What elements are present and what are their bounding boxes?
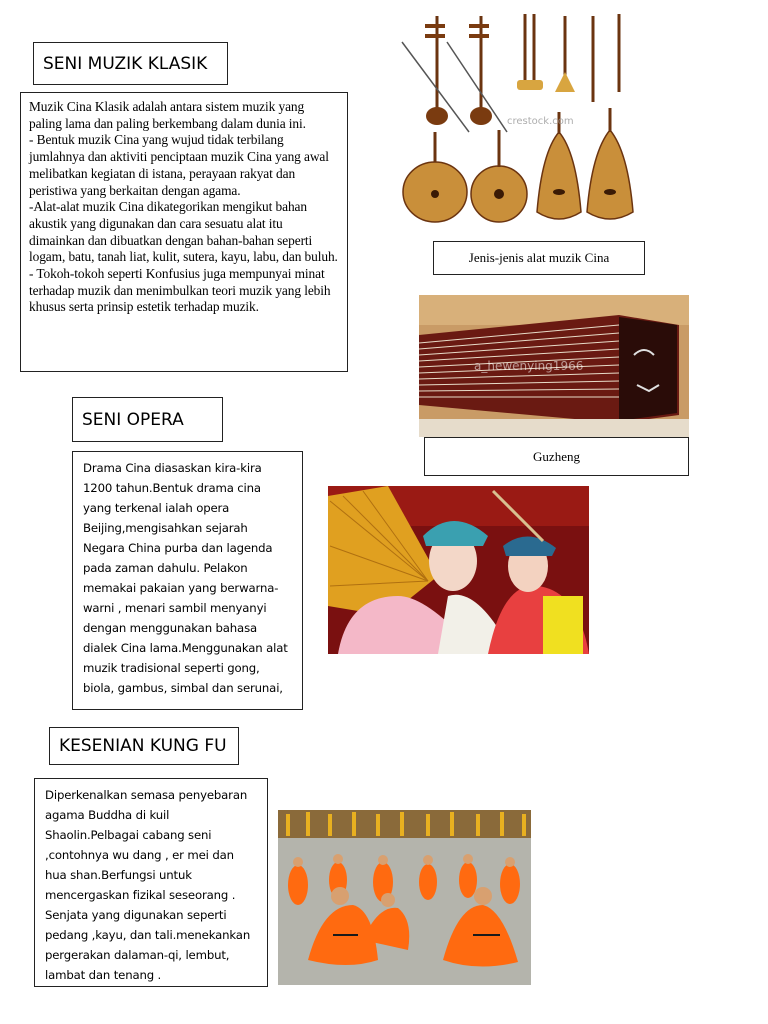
music-text-box — [20, 92, 348, 372]
opera-paragraph: Drama Cina diasaskan kira-kira 1200 tahun.Bentuk drama cina yang terkenal ialah opera Beijing,mengisahkan sejarah Negara China purba dan lagenda pada zaman dahulu. Pelakon memakai pakaian yang berwarna-warni , menari sambil menyanyi dengan menggunakan bahasa dialek Cina lama.Menggunakan alat muzik tradisional seperti gong, biola, gambus, simbal dan serunai, — [83, 461, 288, 695]
caption-guzheng — [424, 437, 689, 476]
opera-text-box — [72, 451, 303, 710]
guzheng-illustration — [419, 295, 689, 437]
guzheng-image — [419, 295, 689, 437]
kungfu-text-box — [34, 778, 268, 987]
music-paragraph: - Tokoh-tokoh seperti Konfusius juga mempunyai minat terhadap muzik dan menimbulkan teori muzik yang lebih khusus serta prinsip estetik terhadap muzik. — [29, 266, 331, 315]
kungfu-illustration — [278, 810, 531, 985]
caption-instruments — [433, 241, 645, 275]
music-paragraph: - Bentuk muzik Cina yang wujud tidak terbilang jumlahnya dan aktiviti penciptaan muzik Cina yang awal melibatkan kegiatan di istana, perayaan rakyat dan peristiwa yang berkaitan dengan agama. — [29, 132, 329, 198]
opera-illustration — [328, 486, 589, 654]
caption-text: Jenis-jenis alat muzik Cina — [468, 250, 610, 265]
music-paragraph: Muzik Cina Klasik adalah antara sistem muzik yang paling lama dan paling berkembang dalam dunia ini. — [29, 99, 306, 131]
chinese-instruments-image — [397, 12, 639, 224]
kungfu-paragraph: Diperkenalkan semasa penyebaran agama Buddha di kuil Shaolin.Pelbagai cabang seni ,contohnya wu dang , er mei dan hua shan.Berfungsi untuk mencergaskan fizikal seseorang . Senjata yang digunakan seperti pedang ,kayu, dan tali.menekankan pergerakan dalaman-qi, lembut, lambat dan tenang . — [45, 788, 251, 982]
instruments-illustration — [397, 12, 639, 224]
instruments-watermark: crestock.com — [507, 116, 574, 127]
heading-kesenian-kung-fu — [49, 727, 239, 765]
caption-text: Guzheng — [533, 448, 580, 464]
beijing-opera-image — [328, 486, 589, 654]
heading-text: SENI MUZIK KLASIK — [43, 53, 208, 74]
heading-text: SENI OPERA — [82, 409, 184, 430]
music-paragraph: -Alat-alat muzik Cina dikategorikan mengikut bahan akustik yang digunakan dan cara sesuatu alat itu dimainkan dan dibuatkan dengan bahan-bahan seperti logam, batu, tanah liat, kulit, sutera, kayu, labu, dan buluh. — [29, 199, 338, 265]
heading-seni-opera — [72, 397, 223, 442]
heading-seni-muzik-klasik — [33, 42, 228, 85]
heading-text: KESENIAN KUNG FU — [59, 736, 227, 756]
shaolin-kungfu-image — [278, 810, 531, 985]
guzheng-watermark: a_hewenying1966 — [474, 359, 584, 373]
